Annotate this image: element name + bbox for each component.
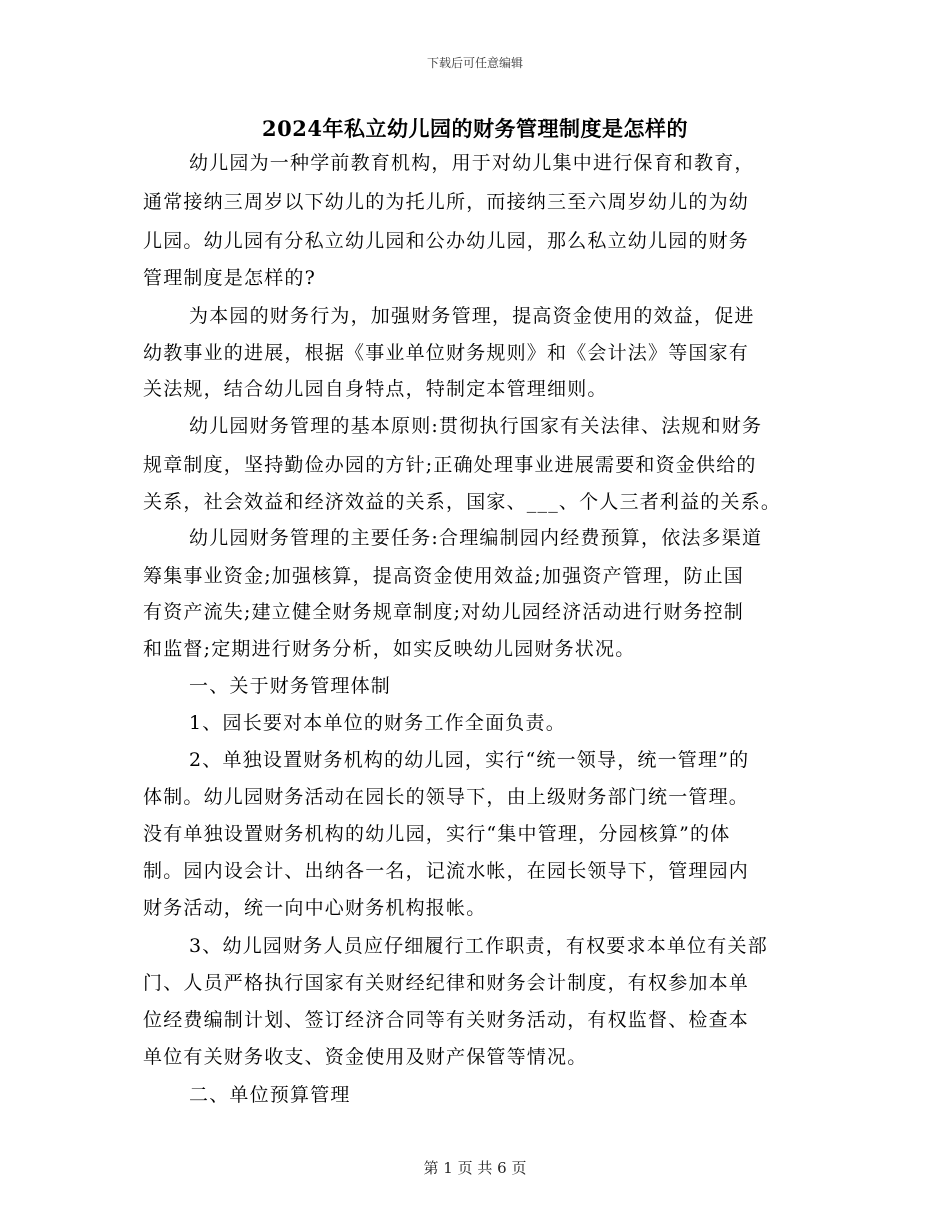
body-line: 和监督;定期进行财务分析，如实反映幼儿园财务状况。 (143, 638, 636, 660)
body-line: 管理制度是怎样的? (143, 267, 316, 289)
body-line: 单位有关财务收支、资金使用及财产保管等情况。 (143, 1046, 588, 1068)
page-number-footer: 第 1 页 共 6 页 (423, 1159, 527, 1177)
body-line: 为本园的财务行为，加强财务管理，提高资金使用的效益，促进 (189, 305, 755, 327)
body-line: 门、人员严格执行国家有关财经纪律和财务会计制度，有权参加本单 (143, 972, 750, 994)
body-line: 关系，社会效益和经济效益的关系，国家、___、个人三者利益的关系。 (143, 491, 782, 513)
document-title: 2024年私立幼儿园的财务管理制度是怎样的 (262, 116, 688, 141)
body-line: 关法规，结合幼儿园自身特点，特制定本管理细则。 (143, 378, 608, 400)
body-line: 儿园。幼儿园有分私立幼儿园和公办幼儿园，那么私立幼儿园的财务 (143, 230, 750, 252)
body-line: 有资产流失;建立健全财务规章制度;对幼儿园经济活动进行财务控制 (143, 601, 745, 623)
section-heading: 一、关于财务管理体制 (189, 675, 392, 697)
body-line: 2、单独设置财务机构的幼儿园，实行“统一领导，统一管理”的 (189, 749, 750, 771)
body-line: 3、幼儿园财务人员应仔细履行工作职责，有权要求本单位有关部 (189, 935, 768, 957)
body-line: 位经费编制计划、签订经济合同等有关财务活动，有权监督、检查本 (143, 1009, 750, 1031)
section-heading: 二、单位预算管理 (189, 1084, 351, 1106)
body-line: 幼儿园为一种学前教育机构，用于对幼儿集中进行保育和教育， (189, 152, 755, 174)
body-line: 体制。幼儿园财务活动在园长的领导下，由上级财务部门统一管理。 (143, 786, 750, 808)
body-line: 通常接纳三周岁以下幼儿的为托儿所，而接纳三至六周岁幼儿的为幼 (143, 191, 750, 213)
body-line: 1、园长要对本单位的财务工作全面负责。 (189, 712, 566, 734)
body-line: 没有单独设置财务机构的幼儿园，实行“集中管理，分园核算”的体 (143, 823, 731, 845)
body-line: 幼教事业的进展，根据《事业单位财务规则》和《会计法》等国家有 (143, 342, 750, 364)
header-note: 下载后可任意编辑 (426, 56, 523, 70)
body-line: 制。园内设会计、出纳各一名，记流水帐，在园长领导下，管理园内 (143, 860, 750, 882)
body-line: 幼儿园财务管理的主要任务:合理编制园内经费预算，依法多渠道 (189, 527, 763, 549)
body-line: 筹集事业资金;加强核算，提高资金使用效益;加强资产管理，防止国 (143, 565, 745, 587)
body-line: 幼儿园财务管理的基本原则:贯彻执行国家有关法律、法规和财务 (189, 415, 763, 437)
body-line: 财务活动，统一向中心财务机构报帐。 (143, 897, 487, 919)
body-line: 规章制度，坚持勤俭办园的方针;正确处理事业进展需要和资金供给的 (143, 454, 757, 476)
